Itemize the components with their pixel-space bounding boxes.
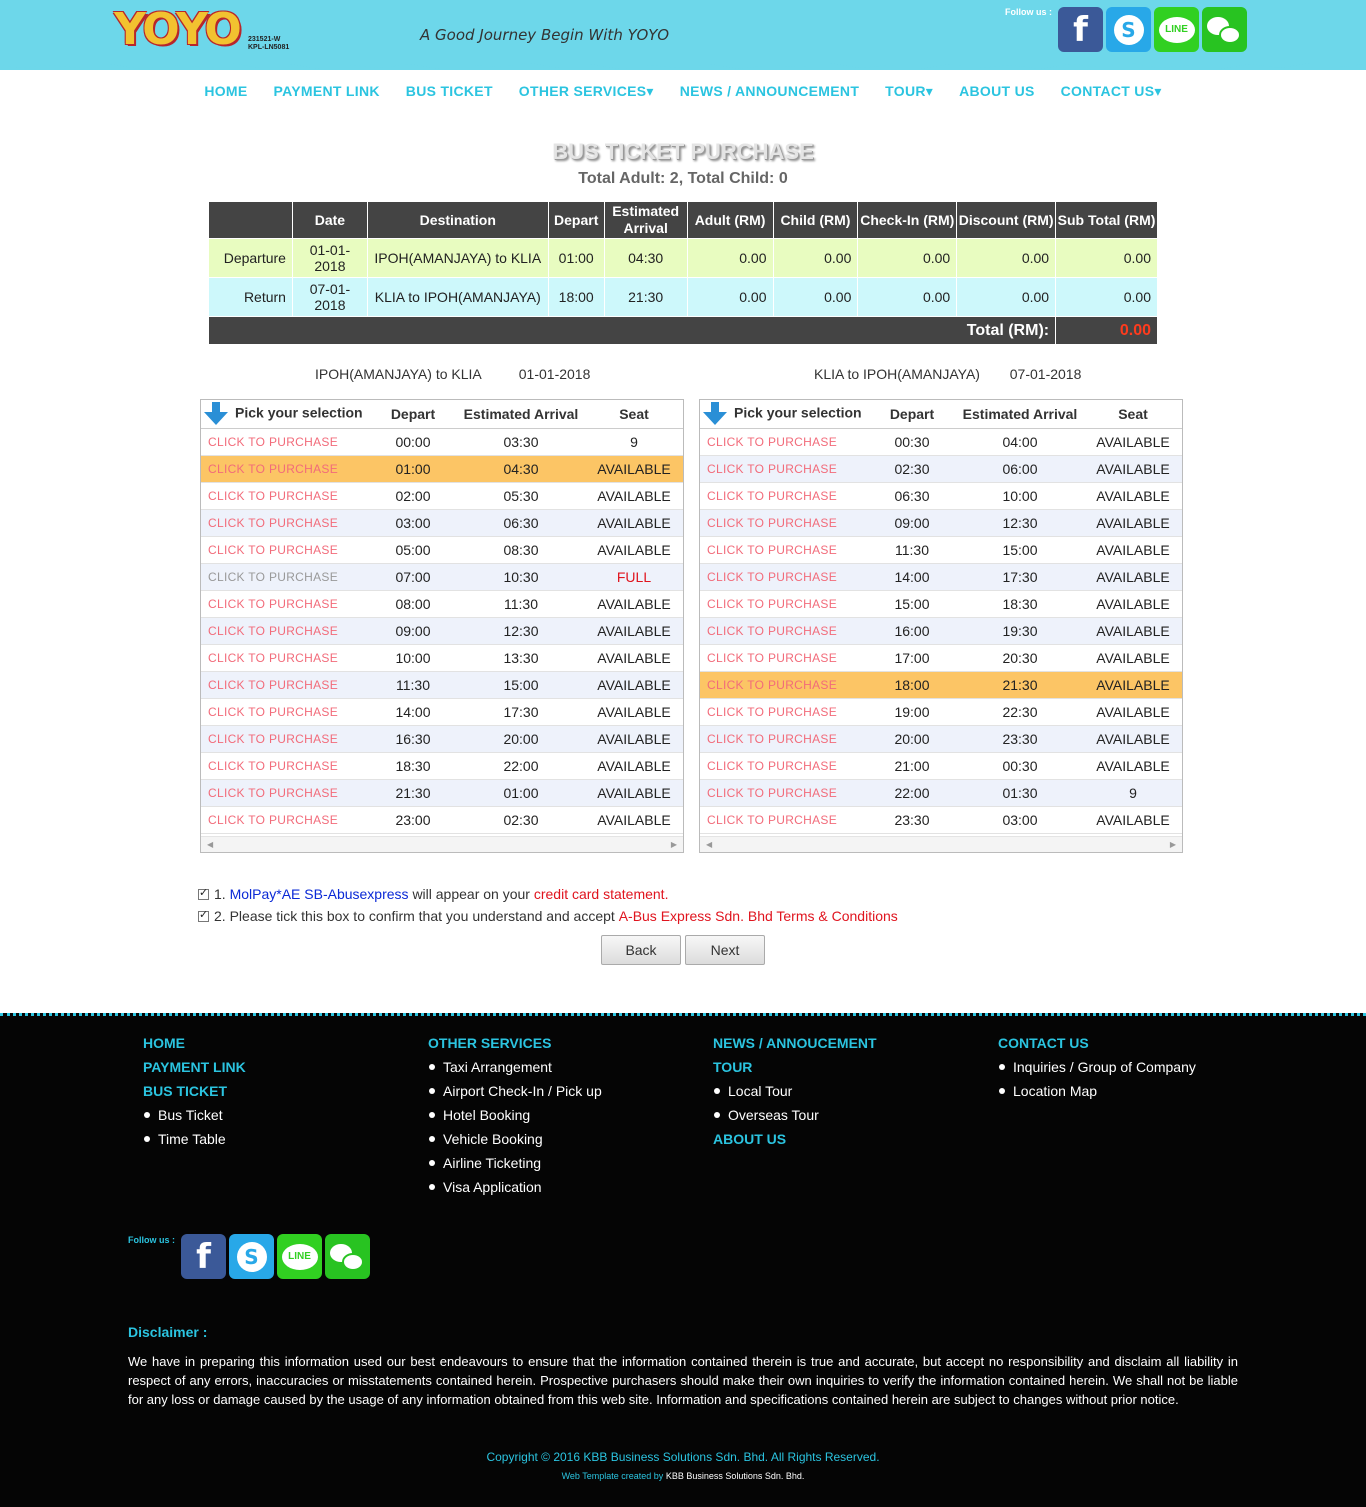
schedule-row[interactable] [201,725,683,752]
depart-time: 22:00 [868,779,956,806]
purchase-link[interactable]: CLICK TO PURCHASE [700,509,868,536]
schedule-row[interactable] [201,590,683,617]
arrival-time: 06:00 [956,455,1084,482]
row-destination: IPOH(AMANJAYA) to KLIA [367,239,548,278]
arrival-time: 11:30 [457,590,585,617]
statement-checkbox[interactable] [198,889,209,900]
arrival-time: 13:30 [457,644,585,671]
schedule-row[interactable] [201,482,683,509]
schedule-row[interactable] [201,752,683,779]
schedule-row[interactable] [700,671,1182,698]
purchase-link[interactable]: CLICK TO PURCHASE [201,671,369,698]
schedule-row[interactable] [700,806,1182,833]
purchase-link[interactable]: CLICK TO PURCHASE [201,536,369,563]
seat-header: Seat [1084,400,1182,428]
page-title: BUS TICKET PURCHASE [552,139,814,164]
seat-status: AVAILABLE [1084,752,1182,779]
depart-time: 21:30 [369,779,457,806]
schedule-row[interactable] [201,455,683,482]
footer-col-2 [428,1035,602,1203]
social-links-top [1058,7,1247,52]
departure-schedule-table [201,400,683,834]
depart-time: 18:00 [868,671,956,698]
total-label: Total (RM): [209,317,1056,345]
row-type: Departure [209,239,293,278]
schedule-row[interactable] [700,455,1182,482]
seat-status: AVAILABLE [585,698,683,725]
credit-card-statement: credit card statement. [533,886,669,902]
purchase-link[interactable]: CLICK TO PURCHASE [700,644,868,671]
row-depart: 01:00 [548,239,604,278]
summary-col-destination: Destination [367,202,548,239]
row-checkin: 0.00 [858,239,957,278]
return-date: 07-01-2018 [1009,366,1082,382]
main-nav [0,83,1366,100]
schedule-header-row [700,400,1182,428]
purchase-link[interactable]: CLICK TO PURCHASE [201,725,369,752]
confirm-statement-row [198,886,668,902]
arrival-time: 10:00 [956,482,1084,509]
logo[interactable] [112,4,302,60]
row-subtotal: 0.00 [1056,239,1158,278]
arrival-time: 04:30 [457,455,585,482]
arrow-down-icon [203,402,229,426]
arrival-time: 22:00 [457,752,585,779]
line-icon[interactable]: LINE [277,1234,322,1279]
footer-follow-label: Follow us : [128,1235,175,1245]
facebook-icon[interactable]: f [181,1234,226,1279]
return-route-heading [814,366,1081,382]
footer-bus-ticket[interactable]: BUS TICKET [143,1083,227,1099]
arrival-header: Estimated Arrival [457,400,585,428]
schedule-row[interactable] [700,752,1182,779]
purchase-link[interactable]: CLICK TO PURCHASE [201,590,369,617]
purchase-link[interactable]: CLICK TO PURCHASE [700,671,868,698]
schedule-row[interactable] [201,428,683,455]
nav-news[interactable]: NEWS / ANNOUNCEMENT [679,83,860,99]
seat-status: AVAILABLE [1084,671,1182,698]
depart-time: 23:00 [369,806,457,833]
purchase-link[interactable]: CLICK TO PURCHASE [700,617,868,644]
row-subtotal: 0.00 [1056,278,1158,317]
purchase-link[interactable]: CLICK TO PURCHASE [201,563,369,590]
arrival-time: 18:30 [956,590,1084,617]
depart-time: 02:30 [868,455,956,482]
row-date: 01-01-2018 [292,239,367,278]
seat-status: AVAILABLE [1084,482,1182,509]
disclaimer-text: We have in preparing this information used our best endeavours to ensure that the information contained therein is true and accurate, but accept no responsibility and disclaim all liability in respect of any errors, inaccuracies or misstatements contained herein. Prospective purchasers should make their own inquiries to verify the information contained herein. We shall not be liable for any loss or damage caused by the usage of any information obtained from this web site. Information and specifications contained herein are subject to changes without prior notice. [128,1354,1238,1407]
seat-status: AVAILABLE [585,509,683,536]
depart-time: 08:00 [369,590,457,617]
row-adult: 0.00 [687,278,773,317]
wechat-icon[interactable] [325,1234,370,1279]
schedule-row[interactable] [700,536,1182,563]
depart-time: 21:00 [868,752,956,779]
arrival-time: 15:00 [457,671,585,698]
schedule-row[interactable] [700,563,1182,590]
depart-time: 02:00 [369,482,457,509]
summary-col-type [209,202,293,239]
copyright: Copyright © 2016 KBB Business Solutions Sdn. Bhd. All Rights Reserved. [486,1450,880,1464]
seat-status: AVAILABLE [1084,509,1182,536]
depart-time: 19:00 [868,698,956,725]
nav-payment-link[interactable]: PAYMENT LINK [273,83,380,99]
seat-status: AVAILABLE [585,671,683,698]
depart-time: 09:00 [369,617,457,644]
pick-header [700,400,868,428]
next-button[interactable]: Next [685,935,765,965]
scroll-right-icon[interactable]: ▶ [1169,840,1176,849]
seat-status: AVAILABLE [1084,725,1182,752]
purchase-link[interactable]: CLICK TO PURCHASE [201,455,369,482]
purchase-link[interactable]: CLICK TO PURCHASE [201,752,369,779]
schedule-row[interactable] [201,509,683,536]
depart-header: Depart [369,400,457,428]
footer-tour[interactable]: TOUR [713,1059,753,1075]
purchase-link[interactable]: CLICK TO PURCHASE [700,455,868,482]
departure-schedule-panel [200,399,684,853]
footer-col-4 [998,1035,1196,1107]
pick-label: Pick your selection [734,404,862,421]
row-discount: 0.00 [957,239,1056,278]
seat-status: AVAILABLE [1084,428,1182,455]
row-arrival: 21:30 [604,278,687,317]
depart-time: 23:30 [868,806,956,833]
purchase-link[interactable]: CLICK TO PURCHASE [700,698,868,725]
schedule-row[interactable] [201,671,683,698]
row-adult: 0.00 [687,239,773,278]
depart-time: 11:30 [868,536,956,563]
seat-status: AVAILABLE [585,482,683,509]
scroll-left-icon[interactable]: ◀ [207,840,214,849]
pick-header [201,400,369,428]
row-type: Return [209,278,293,317]
arrival-time: 01:00 [457,779,585,806]
depart-time: 14:00 [369,698,457,725]
depart-time: 16:30 [369,725,457,752]
footer-link-airline[interactable]: Airline Ticketing [428,1155,602,1179]
purchase-link[interactable]: CLICK TO PURCHASE [700,779,868,806]
scroll-right-icon[interactable]: ▶ [670,840,677,849]
purchase-link[interactable]: CLICK TO PURCHASE [201,509,369,536]
social-links-bottom [181,1234,370,1279]
summary-col-date: Date [292,202,367,239]
seat-status: AVAILABLE [1084,536,1182,563]
seat-status: AVAILABLE [1084,563,1182,590]
seat-status: AVAILABLE [585,590,683,617]
footer-payment-link[interactable]: PAYMENT LINK [143,1059,246,1075]
arrival-header: Estimated Arrival [956,400,1084,428]
depart-time: 03:00 [369,509,457,536]
depart-time: 20:00 [868,725,956,752]
horizontal-scrollbar[interactable] [700,836,1182,852]
arrival-time: 23:30 [956,725,1084,752]
back-button[interactable]: Back [601,935,681,965]
skype-icon[interactable]: S [1106,7,1151,52]
merchant-name: MolPay*AE SB-Abusexpress [229,886,409,902]
schedule-row[interactable] [201,698,683,725]
footer-link-taxi[interactable]: Taxi Arrangement [428,1059,602,1083]
departure-route-heading [315,366,590,382]
purchase-link[interactable]: CLICK TO PURCHASE [700,752,868,779]
depart-time: 00:30 [868,428,956,455]
nav-tour[interactable]: TOUR▾ [885,83,934,99]
arrival-time: 21:30 [956,671,1084,698]
depart-time: 07:00 [369,563,457,590]
nav-about-us[interactable]: ABOUT US [959,83,1035,99]
arrival-time: 06:30 [457,509,585,536]
wechat-icon[interactable] [1202,7,1247,52]
credit-prefix: Web Template created by [561,1471,664,1481]
footer-col-3 [713,1035,877,1155]
schedule-row[interactable] [201,563,683,590]
footer-col-1 [143,1035,246,1155]
license-info [248,36,289,52]
footer-link-inquiries[interactable]: Inquiries / Group of Company [998,1059,1196,1083]
purchase-link[interactable]: CLICK TO PURCHASE [700,428,868,455]
seat-status: 9 [1084,779,1182,806]
purchase-link[interactable]: CLICK TO PURCHASE [700,482,868,509]
depart-time: 15:00 [868,590,956,617]
summary-header-row [209,202,1158,239]
departure-schedule-body [201,428,683,833]
confirm-2-text: Please tick this box to confirm that you understand and accept [229,908,615,924]
schedule-row[interactable] [700,509,1182,536]
tagline: A Good Journey Begin With YOYO [420,26,670,44]
arrival-time: 03:30 [457,428,585,455]
purchase-link[interactable]: CLICK TO PURCHASE [201,806,369,833]
footer-other-services[interactable]: OTHER SERVICES [428,1035,552,1051]
schedule-row[interactable] [700,617,1182,644]
summary-total-row [209,317,1158,345]
schedule-row[interactable] [201,806,683,833]
site-footer [0,1013,1366,1507]
footer-news[interactable]: NEWS / ANNOUCEMENT [713,1035,877,1051]
arrival-time: 22:30 [956,698,1084,725]
row-child: 0.00 [773,239,858,278]
row-checkin: 0.00 [858,278,957,317]
arrival-time: 12:30 [956,509,1084,536]
schedule-row[interactable] [700,698,1182,725]
summary-col-child: Child (RM) [773,202,858,239]
follow-label: Follow us : [1005,7,1052,17]
credit-name[interactable]: KBB Business Solutions Sdn. Bhd. [665,1471,805,1481]
summary-col-checkin: Check-In (RM) [858,202,957,239]
purchase-link[interactable]: CLICK TO PURCHASE [201,779,369,806]
footer-home[interactable]: HOME [143,1035,185,1051]
purchase-link[interactable]: CLICK TO PURCHASE [700,590,868,617]
seat-status: AVAILABLE [1084,455,1182,482]
nav-contact-us[interactable]: CONTACT US▾ [1060,83,1162,99]
disclaimer-heading: Disclaimer : [128,1324,208,1340]
pick-label: Pick your selection [235,404,363,421]
return-route: KLIA to IPOH(AMANJAYA) [814,366,980,382]
footer-contact-us[interactable]: CONTACT US [998,1035,1089,1051]
seat-status: AVAILABLE [585,644,683,671]
booking-summary-table [208,201,1158,345]
arrival-time: 00:30 [956,752,1084,779]
skype-icon[interactable]: S [229,1234,274,1279]
arrival-time: 01:30 [956,779,1084,806]
summary-col-depart: Depart [548,202,604,239]
depart-time: 16:00 [868,617,956,644]
schedule-row[interactable] [700,725,1182,752]
seat-status: AVAILABLE [1084,590,1182,617]
schedule-header-row [201,400,683,428]
seat-status: AVAILABLE [585,617,683,644]
depart-time: 00:00 [369,428,457,455]
row-discount: 0.00 [957,278,1056,317]
footer-link-hotel[interactable]: Hotel Booking [428,1107,602,1131]
arrival-time: 08:30 [457,536,585,563]
footer-link-airport[interactable]: Airport Check-In / Pick up [428,1083,602,1107]
confirm-1-text: will appear on your [412,886,530,902]
schedule-row[interactable] [201,536,683,563]
arrival-time: 12:30 [457,617,585,644]
depart-time: 01:00 [369,455,457,482]
summary-row-return [209,278,1158,317]
arrow-down-icon [702,402,728,426]
seat-status: AVAILABLE [585,806,683,833]
schedule-row[interactable] [700,428,1182,455]
nav-home[interactable]: HOME [204,83,248,99]
depart-time: 05:00 [369,536,457,563]
confirm-2-number: 2. [214,908,226,924]
confirm-1-number: 1. [214,886,226,902]
depart-time: 09:00 [868,509,956,536]
arrival-time: 05:30 [457,482,585,509]
depart-time: 14:00 [868,563,956,590]
arrival-time: 03:00 [956,806,1084,833]
footer-link-location-map[interactable]: Location Map [998,1083,1196,1107]
seat-status: AVAILABLE [585,725,683,752]
passenger-count: Total Adult: 2, Total Child: 0 [578,170,788,187]
summary-row-departure [209,239,1158,278]
seat-status: AVAILABLE [1084,617,1182,644]
arrival-time: 04:00 [956,428,1084,455]
arrival-time: 02:30 [457,806,585,833]
footer-link-local-tour[interactable]: Local Tour [713,1083,877,1107]
total-value: 0.00 [1056,317,1158,345]
row-destination: KLIA to IPOH(AMANJAYA) [367,278,548,317]
seat-status: FULL [585,563,683,590]
row-date: 07-01-2018 [292,278,367,317]
torn-edge [0,56,1366,72]
line-icon[interactable]: LINE [1154,7,1199,52]
seat-status: AVAILABLE [585,779,683,806]
depart-time: 18:30 [369,752,457,779]
departure-route: IPOH(AMANJAYA) to KLIA [315,366,481,382]
footer-about-us[interactable]: ABOUT US [713,1131,787,1147]
seat-status: AVAILABLE [585,752,683,779]
return-schedule-body [700,428,1182,833]
schedule-row[interactable] [700,779,1182,806]
arrival-time: 17:30 [956,563,1084,590]
schedule-row[interactable] [201,779,683,806]
return-schedule-panel [699,399,1183,853]
arrival-time: 20:00 [457,725,585,752]
footer-link-overseas-tour[interactable]: Overseas Tour [713,1107,877,1131]
footer-link-bus-ticket[interactable]: Bus Ticket [143,1107,246,1131]
row-arrival: 04:30 [604,239,687,278]
confirm-terms-row [198,908,898,924]
arrival-time: 17:30 [457,698,585,725]
arrival-time: 19:30 [956,617,1084,644]
depart-time: 11:30 [369,671,457,698]
license-2: KPL-LN5081 [248,44,290,51]
terms-checkbox[interactable] [198,911,209,922]
summary-col-discount: Discount (RM) [957,202,1056,239]
schedule-row[interactable] [700,482,1182,509]
seat-status: AVAILABLE [1084,644,1182,671]
summary-col-subtotal: Sub Total (RM) [1056,202,1158,239]
arrival-time: 20:30 [956,644,1084,671]
arrival-time: 10:30 [457,563,585,590]
scroll-left-icon[interactable]: ◀ [706,840,713,849]
purchase-link[interactable]: CLICK TO PURCHASE [201,644,369,671]
purchase-link[interactable]: CLICK TO PURCHASE [700,563,868,590]
seat-status: AVAILABLE [585,455,683,482]
purchase-link[interactable]: CLICK TO PURCHASE [700,536,868,563]
schedule-row[interactable] [700,590,1182,617]
terms-link[interactable]: A-Bus Express Sdn. Bhd Terms & Conditions [618,908,898,924]
footer-link-vehicle[interactable]: Vehicle Booking [428,1131,602,1155]
purchase-link[interactable]: CLICK TO PURCHASE [700,806,868,833]
footer-link-visa[interactable]: Visa Application [428,1179,602,1203]
seat-status: AVAILABLE [1084,806,1182,833]
seat-status: AVAILABLE [585,536,683,563]
schedule-row[interactable] [700,644,1182,671]
depart-time: 06:30 [868,482,956,509]
horizontal-scrollbar[interactable] [201,836,683,852]
nav-other-services[interactable]: OTHER SERVICES▾ [518,83,654,99]
departure-date: 01-01-2018 [518,366,591,382]
seat-header: Seat [585,400,683,428]
seat-status: AVAILABLE [1084,698,1182,725]
nav-bus-ticket[interactable]: BUS TICKET [405,83,493,99]
depart-time: 10:00 [369,644,457,671]
purchase-link[interactable]: CLICK TO PURCHASE [700,725,868,752]
license-1: 231521-W [248,36,281,43]
depart-header: Depart [868,400,956,428]
purchase-link[interactable]: CLICK TO PURCHASE [201,698,369,725]
summary-col-arrival: Estimated Arrival [604,202,687,239]
row-child: 0.00 [773,278,858,317]
arrival-time: 15:00 [956,536,1084,563]
purchase-link[interactable]: CLICK TO PURCHASE [201,482,369,509]
depart-time: 17:00 [868,644,956,671]
logo-text: YOYO [114,4,240,55]
schedule-row[interactable] [201,617,683,644]
footer-link-time-table[interactable]: Time Table [143,1131,246,1155]
row-depart: 18:00 [548,278,604,317]
facebook-icon[interactable]: f [1058,7,1103,52]
template-credit [0,1471,1366,1481]
seat-status: 9 [585,428,683,455]
purchase-link[interactable]: CLICK TO PURCHASE [201,617,369,644]
schedule-row[interactable] [201,644,683,671]
purchase-link[interactable]: CLICK TO PURCHASE [201,428,369,455]
return-schedule-table [700,400,1182,834]
summary-col-adult: Adult (RM) [687,202,773,239]
